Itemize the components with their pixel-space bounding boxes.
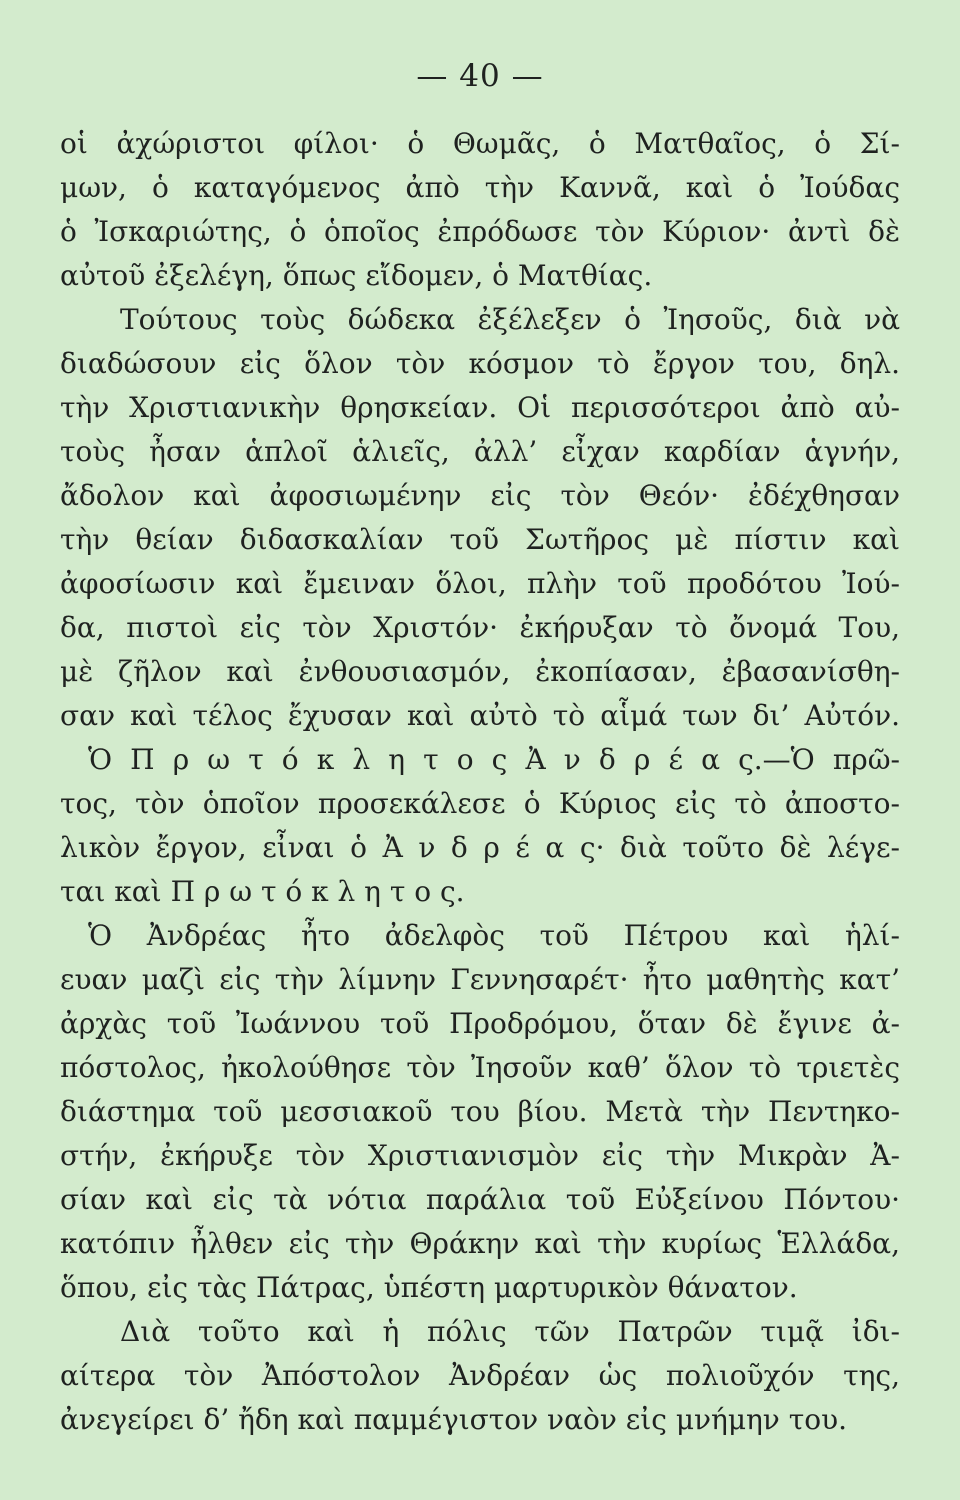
text-line: ἄδολον καὶ ἀφοσιωμένην εἰς τὸν Θεόν· ἐδέχθησαν [60, 479, 900, 512]
text-line: μων, ὁ καταγόμενος ἀπὸ τὴν Καννᾶ, καὶ ὁ Ἰούδας [60, 171, 900, 204]
text-line: σαν καὶ τέλος ἔχυσαν καὶ αὐτὸ τὸ αἷμά των δι’ Αὐτόν. [60, 699, 900, 732]
text-line: τοὺς ἦσαν ἁπλοῖ ἁλιεῖς, ἀλλ’ εἶχαν καρδίαν ἁγνήν, [60, 435, 900, 468]
text-line: πόστολος, ἠκολούθησε τὸν Ἰησοῦν καθ’ ὅλον τὸ τριετὲς [60, 1051, 900, 1084]
text-line: οἱ ἀχώριστοι φίλοι· ὁ Θωμᾶς, ὁ Ματθαῖος, ὁ Σί- [60, 127, 900, 160]
text-line: ὅπου, εἰς τὰς Πάτρας, ὑπέστη μαρτυρικὸν θάνατον. [60, 1271, 798, 1304]
text-line: Ὁ Π ρ ω τ ό κ λ η τ ο ς Ἀ ν δ ρ έ α ς.—Ὁ πρῶ- [88, 743, 900, 776]
text-line: μὲ ζῆλον καὶ ἐνθουσιασμόν, ἐκοπίασαν, ἐβασανίσθη- [60, 655, 900, 688]
text-line: ὁ Ἰσκαριώτης, ὁ ὁποῖος ἐπρόδωσε τὸν Κύριον· ἀντὶ δὲ [60, 215, 900, 248]
text-line: τος, τὸν ὁποῖον προσεκάλεσε ὁ Κύριος εἰς τὸ ἀποστο- [60, 787, 900, 820]
body-text [60, 122, 900, 1442]
text-line: στήν, ἐκήρυξε τὸν Χριστιανισμὸν εἰς τὴν Μικρὰν Ἀ- [60, 1139, 900, 1172]
text-line: ἀνεγείρει δ’ ἤδη καὶ παμμέγιστον ναὸν εἰς μνήμην του. [60, 1403, 847, 1436]
page-number: — 40 — [416, 58, 544, 94]
text-line: διάστημα τοῦ μεσσιακοῦ του βίου. Μετὰ τὴν Πεντηκο- [60, 1095, 900, 1128]
text-line: ἀφοσίωσιν καὶ ἔμειναν ὅλοι, πλὴν τοῦ προδότου Ἰού- [60, 567, 900, 600]
text-line: αὐτοῦ ἐξελέγη, ὅπως εἴδομεν, ὁ Ματθίας. [60, 259, 653, 292]
text-line: διαδώσουν εἰς ὅλον τὸν κόσμον τὸ ἔργον του, δηλ. [60, 347, 900, 380]
text-line: τὴν Χριστιανικὴν θρησκείαν. Οἱ περισσότεροι ἀπὸ αὐ- [60, 391, 900, 424]
text-line: αίτερα τὸν Ἀπόστολον Ἀνδρέαν ὡς πολιοῦχόν της, [60, 1359, 900, 1392]
text-line: τὴν θείαν διδασκαλίαν τοῦ Σωτῆρος μὲ πίστιν καὶ [60, 523, 900, 556]
text-line: ἀρχὰς τοῦ Ἰωάννου τοῦ Προδρόμου, ὅταν δὲ ἔγινε ἀ- [60, 1007, 900, 1040]
text-line: ται καὶ Π ρ ω τ ό κ λ η τ ο ς. [60, 875, 465, 908]
text-line: κατόπιν ἦλθεν εἰς τὴν Θράκην καὶ τὴν κυρίως Ἑλλάδα, [60, 1227, 900, 1260]
text-line: Ὁ Ἀνδρέας ἦτο ἀδελφὸς τοῦ Πέτρου καὶ ἡλί- [88, 919, 900, 952]
text-line: Τούτους τοὺς δώδεκα ἐξέλεξεν ὁ Ἰησοῦς, διὰ νὰ [120, 303, 900, 336]
text-line: δα, πιστοὶ εἰς τὸν Χριστόν· ἐκήρυξαν τὸ ὄνομά Του, [60, 611, 900, 644]
text-line: λικὸν ἔργον, εἶναι ὁ Ἀ ν δ ρ έ α ς· διὰ τοῦτο δὲ λέγε- [60, 831, 900, 864]
text-line: ευαν μαζὶ εἰς τὴν λίμνην Γεννησαρέτ· ἦτο μαθητὴς κατ’ [60, 963, 900, 996]
text-line: σίαν καὶ εἰς τὰ νότια παράλια τοῦ Εὐξείνου Πόντου· [60, 1183, 900, 1216]
text-line: Διὰ τοῦτο καὶ ἡ πόλις τῶν Πατρῶν τιμᾷ ἰδι- [120, 1315, 900, 1348]
